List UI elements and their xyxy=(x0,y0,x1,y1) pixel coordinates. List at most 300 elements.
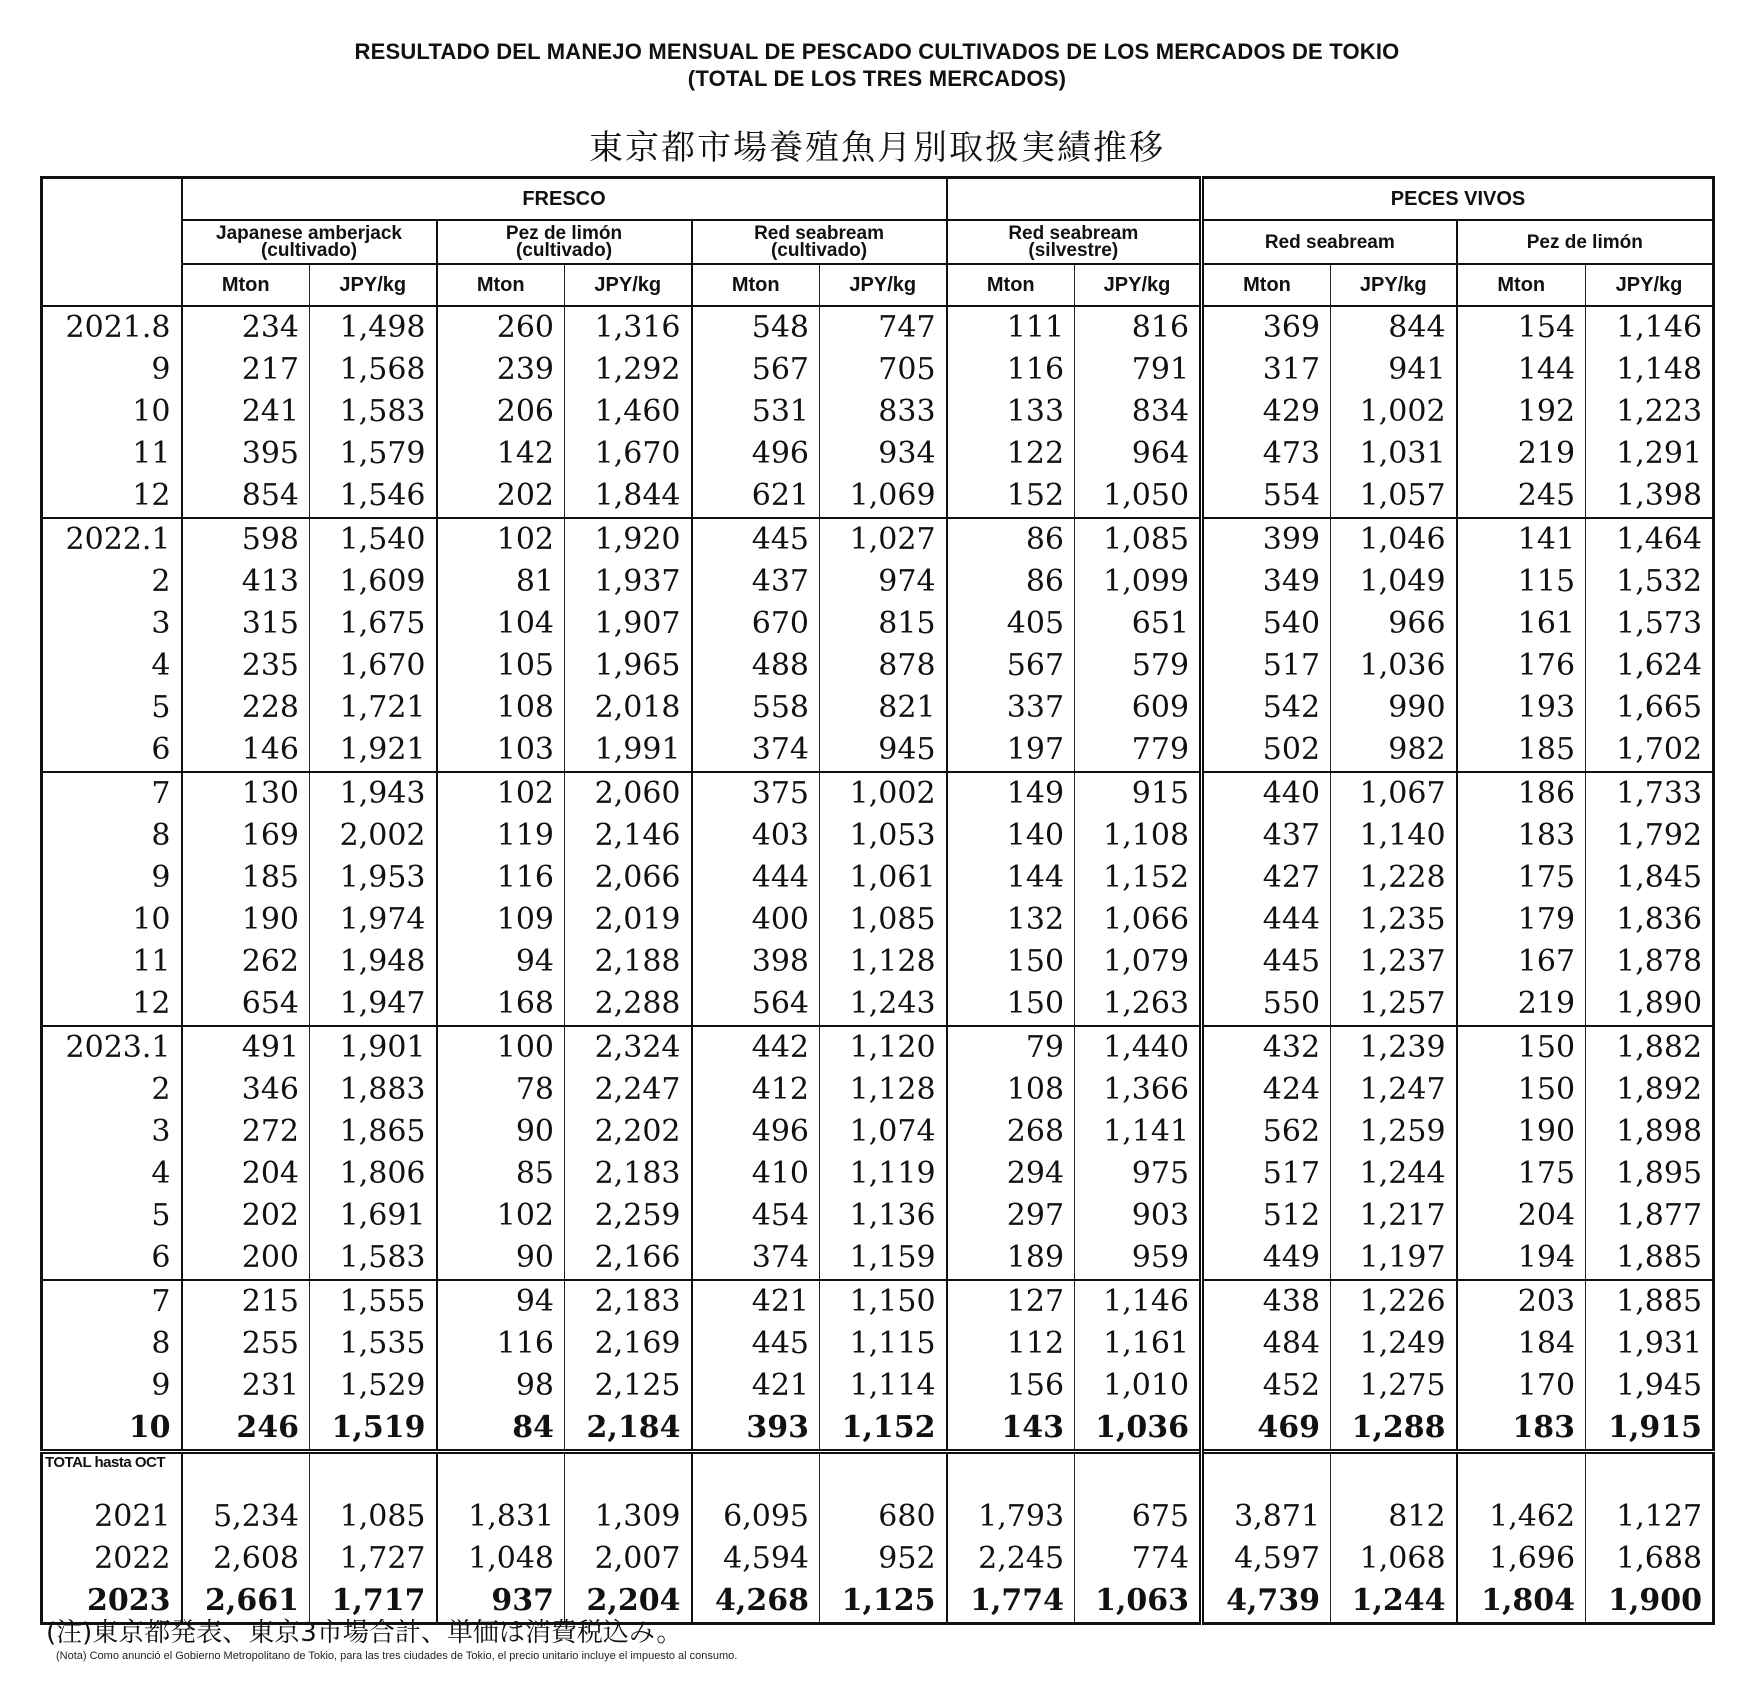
value-cell: 2,247 xyxy=(565,1069,692,1111)
value-cell: 1,115 xyxy=(820,1323,947,1365)
value-cell: 2,188 xyxy=(565,941,692,983)
value-cell: 1,895 xyxy=(1586,1153,1714,1195)
value-cell: 1,140 xyxy=(1331,815,1457,857)
table-row xyxy=(42,1237,1714,1280)
value-cell: 102 xyxy=(437,1195,565,1237)
value-cell: 1,119 xyxy=(820,1153,947,1195)
period-cell: 8 xyxy=(151,818,171,853)
period-cell: 2022.1 xyxy=(42,518,182,561)
value-cell: 149 xyxy=(947,772,1075,815)
value-cell: 1,067 xyxy=(1331,772,1457,815)
value-cell: 1,579 xyxy=(310,433,437,475)
value-cell: 1,152 xyxy=(820,1407,947,1452)
value-cell: 1,727 xyxy=(310,1538,437,1580)
value-cell: 108 xyxy=(437,687,565,729)
empty-cell xyxy=(1586,1452,1714,1496)
value-cell: 2,002 xyxy=(310,815,437,857)
value-cell: 2,184 xyxy=(565,1407,692,1452)
value-cell: 111 xyxy=(947,306,1075,349)
unit-jpy: JPY/kg xyxy=(1586,264,1714,306)
value-cell: 579 xyxy=(1075,645,1202,687)
value-cell: 1,991 xyxy=(565,729,692,772)
period-cell: 2021.8 xyxy=(65,310,171,345)
table-row xyxy=(42,518,1714,561)
value-cell: 454 xyxy=(692,1195,820,1237)
value-cell: 2,018 xyxy=(565,687,692,729)
value-cell: 680 xyxy=(820,1496,947,1538)
value-cell: 228 xyxy=(182,687,310,729)
value-cell: 127 xyxy=(947,1280,1075,1323)
value-cell: 2,183 xyxy=(565,1280,692,1323)
value-cell: 491 xyxy=(182,1026,310,1069)
value-cell: 1,159 xyxy=(820,1237,947,1280)
value-cell: 1,583 xyxy=(310,1237,437,1280)
value-cell: 346 xyxy=(182,1069,310,1111)
value-cell: 1,066 xyxy=(1075,899,1202,941)
table-row xyxy=(42,1195,1714,1237)
value-cell: 144 xyxy=(1457,349,1586,391)
period-cell: 9 xyxy=(151,1368,171,1403)
value-cell: 398 xyxy=(692,941,820,983)
value-cell: 1,292 xyxy=(565,349,692,391)
value-cell: 1,702 xyxy=(1586,729,1714,772)
value-cell: 215 xyxy=(182,1280,310,1323)
value-cell: 974 xyxy=(820,561,947,603)
value-cell: 1,275 xyxy=(1331,1365,1457,1407)
species-lemon-cultivated: Pez de limón (cultivado) xyxy=(437,220,692,264)
value-cell: 194 xyxy=(1457,1237,1586,1280)
value-cell: 1,257 xyxy=(1331,983,1457,1026)
period-cell: 12 xyxy=(132,478,171,513)
value-cell: 2,066 xyxy=(565,857,692,899)
value-cell: 1,061 xyxy=(820,857,947,899)
value-cell: 651 xyxy=(1075,603,1202,645)
total-row xyxy=(42,1538,1714,1580)
value-cell: 1,069 xyxy=(820,475,947,518)
value-cell: 122 xyxy=(947,433,1075,475)
value-cell: 150 xyxy=(1457,1069,1586,1111)
value-cell: 1,239 xyxy=(1331,1026,1457,1069)
value-cell: 542 xyxy=(1202,687,1331,729)
value-cell: 169 xyxy=(182,815,310,857)
value-cell: 1,316 xyxy=(565,306,692,349)
period-cell: 7 xyxy=(42,1280,182,1323)
value-cell: 1,046 xyxy=(1331,518,1457,561)
value-cell: 413 xyxy=(182,561,310,603)
value-cell: 105 xyxy=(437,645,565,687)
value-cell: 1,535 xyxy=(310,1323,437,1365)
value-cell: 1,366 xyxy=(1075,1069,1202,1111)
value-cell: 109 xyxy=(437,899,565,941)
empty-cell xyxy=(692,1452,820,1496)
value-cell: 150 xyxy=(947,983,1075,1026)
value-cell: 1,793 xyxy=(947,1496,1075,1538)
value-cell: 150 xyxy=(947,941,1075,983)
report-subtitle: (TOTAL DE LOS TRES MERCADOS) xyxy=(687,66,1067,91)
period-cell: 4 xyxy=(151,1156,171,1191)
empty-cell xyxy=(820,1452,947,1496)
value-cell: 399 xyxy=(1202,518,1331,561)
period-cell: 5 xyxy=(151,690,171,725)
market-table xyxy=(40,176,1715,1625)
value-cell: 150 xyxy=(1457,1026,1586,1069)
value-cell: 2,608 xyxy=(182,1538,310,1580)
value-cell: 427 xyxy=(1202,857,1331,899)
value-cell: 1,792 xyxy=(1586,815,1714,857)
value-cell: 245 xyxy=(1457,475,1586,518)
value-cell: 562 xyxy=(1202,1111,1331,1153)
value-cell: 193 xyxy=(1457,687,1586,729)
value-cell: 1,573 xyxy=(1586,603,1714,645)
value-cell: 1,243 xyxy=(820,983,947,1026)
value-cell: 202 xyxy=(182,1195,310,1237)
corner-cell xyxy=(42,178,182,307)
value-cell: 1,546 xyxy=(310,475,437,518)
group-fresco-extension xyxy=(947,178,1202,221)
species-amberjack: Japanese amberjack (cultivado) xyxy=(182,220,437,264)
value-cell: 374 xyxy=(692,1237,820,1280)
value-cell: 1,532 xyxy=(1586,561,1714,603)
period-cell: 3 xyxy=(151,1114,171,1149)
value-cell: 1,228 xyxy=(1331,857,1457,899)
value-cell: 915 xyxy=(1075,772,1202,815)
value-cell: 1,309 xyxy=(565,1496,692,1538)
value-cell: 79 xyxy=(947,1026,1075,1069)
value-cell: 4,594 xyxy=(692,1538,820,1580)
value-cell: 1,244 xyxy=(1331,1580,1457,1624)
value-cell: 337 xyxy=(947,687,1075,729)
value-cell: 1,223 xyxy=(1586,391,1714,433)
species-seabream-cultivated: Red seabream (cultivado) xyxy=(692,220,947,264)
unit-mton: Mton xyxy=(1202,264,1331,306)
table-row xyxy=(42,687,1714,729)
value-cell: 1,529 xyxy=(310,1365,437,1407)
value-cell: 170 xyxy=(1457,1365,1586,1407)
value-cell: 204 xyxy=(182,1153,310,1195)
period-cell: 2 xyxy=(151,1072,171,1107)
period-cell: 7 xyxy=(42,772,182,815)
value-cell: 141 xyxy=(1457,518,1586,561)
value-cell: 200 xyxy=(182,1237,310,1280)
value-cell: 1,865 xyxy=(310,1111,437,1153)
total-label: TOTAL hasta OCT xyxy=(42,1452,182,1496)
value-cell: 834 xyxy=(1075,391,1202,433)
value-cell: 90 xyxy=(437,1237,565,1280)
empty-cell xyxy=(1075,1452,1202,1496)
value-cell: 202 xyxy=(437,475,565,518)
value-cell: 2,288 xyxy=(565,983,692,1026)
period-cell: 10 xyxy=(132,902,171,937)
value-cell: 1,068 xyxy=(1331,1538,1457,1580)
value-cell: 531 xyxy=(692,391,820,433)
value-cell: 294 xyxy=(947,1153,1075,1195)
value-cell: 185 xyxy=(1457,729,1586,772)
value-cell: 2,202 xyxy=(565,1111,692,1153)
value-cell: 1,915 xyxy=(1586,1407,1714,1452)
value-cell: 1,921 xyxy=(310,729,437,772)
value-cell: 1,036 xyxy=(1075,1407,1202,1452)
total-row xyxy=(42,1496,1714,1538)
value-cell: 85 xyxy=(437,1153,565,1195)
period-cell: 9 xyxy=(151,860,171,895)
value-cell: 1,691 xyxy=(310,1195,437,1237)
value-cell: 400 xyxy=(692,899,820,941)
value-cell: 1,010 xyxy=(1075,1365,1202,1407)
table-row xyxy=(42,815,1714,857)
period-cell: 2023.1 xyxy=(42,1026,182,1069)
value-cell: 1,568 xyxy=(310,349,437,391)
value-cell: 1,844 xyxy=(565,475,692,518)
value-cell: 445 xyxy=(692,518,820,561)
value-cell: 203 xyxy=(1457,1280,1586,1323)
value-cell: 779 xyxy=(1075,729,1202,772)
value-cell: 452 xyxy=(1202,1365,1331,1407)
value-cell: 168 xyxy=(437,983,565,1026)
value-cell: 484 xyxy=(1202,1323,1331,1365)
value-cell: 1,249 xyxy=(1331,1323,1457,1365)
value-cell: 878 xyxy=(820,645,947,687)
value-cell: 941 xyxy=(1331,349,1457,391)
value-cell: 405 xyxy=(947,603,1075,645)
value-cell: 791 xyxy=(1075,349,1202,391)
value-cell: 621 xyxy=(692,475,820,518)
table-row xyxy=(42,899,1714,941)
value-cell: 1,885 xyxy=(1586,1280,1714,1323)
value-cell: 496 xyxy=(692,1111,820,1153)
value-cell: 1,965 xyxy=(565,645,692,687)
unit-jpy: JPY/kg xyxy=(310,264,437,306)
value-cell: 1,217 xyxy=(1331,1195,1457,1237)
value-cell: 473 xyxy=(1202,433,1331,475)
unit-mton: Mton xyxy=(437,264,565,306)
value-cell: 1,063 xyxy=(1075,1580,1202,1624)
value-cell: 444 xyxy=(1202,899,1331,941)
value-cell: 1,057 xyxy=(1331,475,1457,518)
value-cell: 1,609 xyxy=(310,561,437,603)
value-cell: 1,440 xyxy=(1075,1026,1202,1069)
value-cell: 2,259 xyxy=(565,1195,692,1237)
value-cell: 94 xyxy=(437,1280,565,1323)
value-cell: 2,661 xyxy=(182,1580,310,1624)
table-row xyxy=(42,603,1714,645)
value-cell: 1,688 xyxy=(1586,1538,1714,1580)
japanese-title: 東京都市場養殖魚月別取扱実績推移 xyxy=(589,128,1165,168)
species-seabream-live: Red seabream xyxy=(1202,220,1457,264)
value-cell: 156 xyxy=(947,1365,1075,1407)
value-cell: 132 xyxy=(947,899,1075,941)
value-cell: 934 xyxy=(820,433,947,475)
value-cell: 1,721 xyxy=(310,687,437,729)
value-cell: 239 xyxy=(437,349,565,391)
unit-jpy: JPY/kg xyxy=(565,264,692,306)
species-seabream-wild: Red seabream (silvestre) xyxy=(947,220,1202,264)
value-cell: 1,049 xyxy=(1331,561,1457,603)
value-cell: 231 xyxy=(182,1365,310,1407)
table-row xyxy=(42,433,1714,475)
value-cell: 1,152 xyxy=(1075,857,1202,899)
value-cell: 816 xyxy=(1075,306,1202,349)
value-cell: 821 xyxy=(820,687,947,729)
report-title: RESULTADO DEL MANEJO MENSUAL DE PESCADO CULTIVADOS DE LOS MERCADOS DE TOKIO xyxy=(354,39,1400,64)
value-cell: 100 xyxy=(437,1026,565,1069)
value-cell: 774 xyxy=(1075,1538,1202,1580)
value-cell: 937 xyxy=(437,1580,565,1624)
value-cell: 2,125 xyxy=(565,1365,692,1407)
value-cell: 219 xyxy=(1457,433,1586,475)
value-cell: 1,002 xyxy=(820,772,947,815)
value-cell: 1,259 xyxy=(1331,1111,1457,1153)
table-row xyxy=(42,983,1714,1026)
period-cell: 11 xyxy=(132,944,171,979)
value-cell: 1,247 xyxy=(1331,1069,1457,1111)
table-row xyxy=(42,729,1714,772)
value-cell: 421 xyxy=(692,1365,820,1407)
value-cell: 186 xyxy=(1457,772,1586,815)
value-cell: 442 xyxy=(692,1026,820,1069)
value-cell: 81 xyxy=(437,561,565,603)
value-cell: 1,288 xyxy=(1331,1407,1457,1452)
value-cell: 1,146 xyxy=(1075,1280,1202,1323)
value-cell: 432 xyxy=(1202,1026,1331,1069)
value-cell: 1,263 xyxy=(1075,983,1202,1026)
value-cell: 945 xyxy=(820,729,947,772)
value-cell: 130 xyxy=(182,772,310,815)
value-cell: 1,583 xyxy=(310,391,437,433)
value-cell: 94 xyxy=(437,941,565,983)
value-cell: 119 xyxy=(437,815,565,857)
value-cell: 183 xyxy=(1457,815,1586,857)
value-cell: 317 xyxy=(1202,349,1331,391)
value-cell: 86 xyxy=(947,561,1075,603)
value-cell: 116 xyxy=(947,349,1075,391)
value-cell: 184 xyxy=(1457,1323,1586,1365)
value-cell: 1,031 xyxy=(1331,433,1457,475)
value-cell: 78 xyxy=(437,1069,565,1111)
empty-cell xyxy=(310,1452,437,1496)
value-cell: 815 xyxy=(820,603,947,645)
table-row xyxy=(42,1407,1714,1452)
value-cell: 952 xyxy=(820,1538,947,1580)
value-cell: 1,136 xyxy=(820,1195,947,1237)
value-cell: 2,324 xyxy=(565,1026,692,1069)
value-cell: 1,128 xyxy=(820,1069,947,1111)
table-row xyxy=(42,475,1714,518)
value-cell: 1,945 xyxy=(1586,1365,1714,1407)
value-cell: 1,877 xyxy=(1586,1195,1714,1237)
value-cell: 133 xyxy=(947,391,1075,433)
value-cell: 115 xyxy=(1457,561,1586,603)
group-fresco: FRESCO xyxy=(182,178,947,221)
value-cell: 272 xyxy=(182,1111,310,1153)
value-cell: 185 xyxy=(182,857,310,899)
table-row xyxy=(42,1323,1714,1365)
value-cell: 90 xyxy=(437,1111,565,1153)
value-cell: 1,141 xyxy=(1075,1111,1202,1153)
value-cell: 176 xyxy=(1457,645,1586,687)
table-row xyxy=(42,1069,1714,1111)
value-cell: 1,002 xyxy=(1331,391,1457,433)
period-cell: 12 xyxy=(132,986,171,1021)
value-cell: 1,885 xyxy=(1586,1237,1714,1280)
value-cell: 1,901 xyxy=(310,1026,437,1069)
value-cell: 102 xyxy=(437,518,565,561)
value-cell: 86 xyxy=(947,518,1075,561)
value-cell: 1,670 xyxy=(310,645,437,687)
table-row xyxy=(42,941,1714,983)
value-cell: 1,128 xyxy=(820,941,947,983)
value-cell: 517 xyxy=(1202,1153,1331,1195)
value-cell: 4,268 xyxy=(692,1580,820,1624)
value-cell: 1,120 xyxy=(820,1026,947,1069)
value-cell: 189 xyxy=(947,1237,1075,1280)
note-spanish: (Nota) Como anunció el Gobierno Metropolitano de Tokio, para las tres ciudades de Tokio, el precio unitario incluye el impuesto al consumo. xyxy=(56,1650,738,1662)
value-cell: 424 xyxy=(1202,1069,1331,1111)
value-cell: 1,670 xyxy=(565,433,692,475)
period-cell: 11 xyxy=(132,436,171,471)
value-cell: 675 xyxy=(1075,1496,1202,1538)
value-cell: 1,717 xyxy=(310,1580,437,1624)
value-cell: 374 xyxy=(692,729,820,772)
value-cell: 241 xyxy=(182,391,310,433)
note-japanese: (注)東京都発表、東京3市場合計、単価は消費税込み。 xyxy=(46,1618,683,1648)
value-cell: 1,883 xyxy=(310,1069,437,1111)
value-cell: 1,235 xyxy=(1331,899,1457,941)
value-cell: 429 xyxy=(1202,391,1331,433)
value-cell: 2,146 xyxy=(565,815,692,857)
value-cell: 1,050 xyxy=(1075,475,1202,518)
value-cell: 1,953 xyxy=(310,857,437,899)
value-cell: 1,398 xyxy=(1586,475,1714,518)
value-cell: 5,234 xyxy=(182,1496,310,1538)
value-cell: 140 xyxy=(947,815,1075,857)
period-cell: 4 xyxy=(151,648,171,683)
value-cell: 144 xyxy=(947,857,1075,899)
value-cell: 564 xyxy=(692,983,820,1026)
value-cell: 496 xyxy=(692,433,820,475)
value-cell: 395 xyxy=(182,433,310,475)
value-cell: 1,804 xyxy=(1457,1580,1586,1624)
period-cell: 9 xyxy=(151,352,171,387)
value-cell: 1,882 xyxy=(1586,1026,1714,1069)
unit-header-row xyxy=(42,264,1714,306)
value-cell: 393 xyxy=(692,1407,820,1452)
value-cell: 84 xyxy=(437,1407,565,1452)
value-cell: 747 xyxy=(820,306,947,349)
value-cell: 445 xyxy=(1202,941,1331,983)
value-cell: 1,806 xyxy=(310,1153,437,1195)
value-cell: 3,871 xyxy=(1202,1496,1331,1538)
value-cell: 375 xyxy=(692,772,820,815)
value-cell: 1,237 xyxy=(1331,941,1457,983)
value-cell: 112 xyxy=(947,1323,1075,1365)
value-cell: 108 xyxy=(947,1069,1075,1111)
value-cell: 1,244 xyxy=(1331,1153,1457,1195)
value-cell: 1,937 xyxy=(565,561,692,603)
total-label-row xyxy=(42,1452,1714,1496)
value-cell: 502 xyxy=(1202,729,1331,772)
value-cell: 812 xyxy=(1331,1496,1457,1538)
value-cell: 1,774 xyxy=(947,1580,1075,1624)
value-cell: 410 xyxy=(692,1153,820,1195)
value-cell: 833 xyxy=(820,391,947,433)
value-cell: 1,053 xyxy=(820,815,947,857)
value-cell: 1,733 xyxy=(1586,772,1714,815)
value-cell: 903 xyxy=(1075,1195,1202,1237)
group-peces-vivos: PECES VIVOS xyxy=(1202,178,1714,221)
value-cell: 2,169 xyxy=(565,1323,692,1365)
value-cell: 444 xyxy=(692,857,820,899)
value-cell: 1,197 xyxy=(1331,1237,1457,1280)
